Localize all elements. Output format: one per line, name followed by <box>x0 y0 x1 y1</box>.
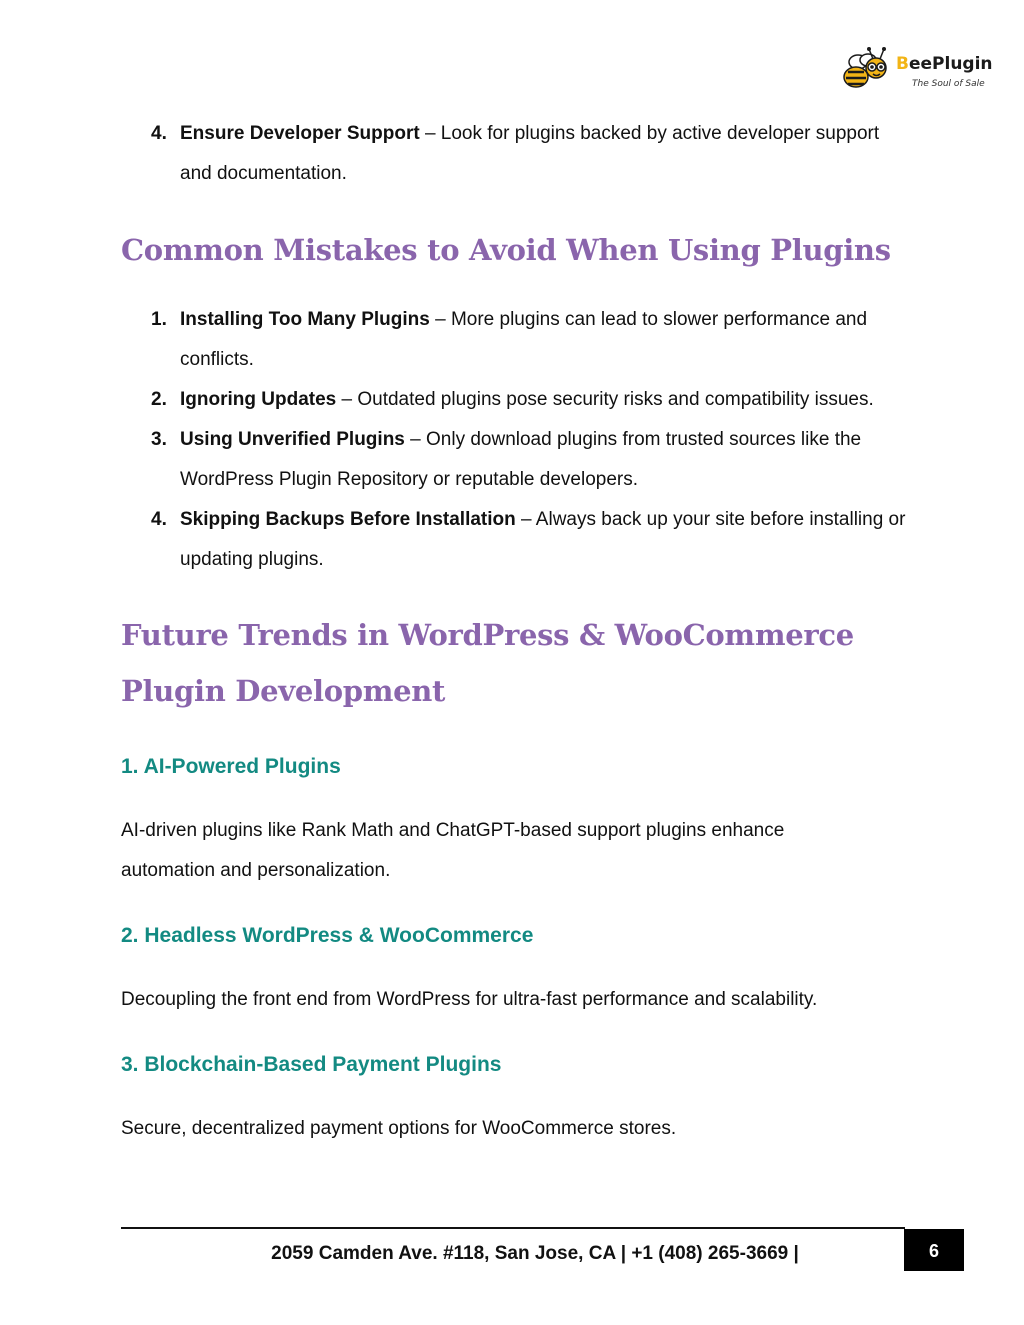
list-item <box>121 114 911 194</box>
list-item <box>121 420 911 500</box>
paragraph-headless: Decoupling the front end from WordPress for ultra-fast performance and scalability. <box>121 989 818 1010</box>
footer-address: 2059 Camden Ave. #118, San Jose, CA | +1 (408) 265-3669 | <box>271 1243 799 1264</box>
brand-logo <box>838 44 998 94</box>
list-description: – Always back up your site before installing or updating plugins. <box>180 509 906 570</box>
list-description: – Look for plugins backed by active developer support and documentation. <box>180 123 880 184</box>
list-number: 3. <box>151 429 167 450</box>
section-heading-future-trends: Future Trends in WordPress & WooCommerce Plugin Development <box>121 618 854 708</box>
list-item <box>121 500 911 580</box>
paragraph-blockchain: Secure, decentralized payment options for WooCommerce stores. <box>121 1118 677 1139</box>
list-number: 4. <box>151 509 167 530</box>
list-term: Ignoring Updates <box>180 389 337 410</box>
mistakes-list <box>121 300 911 580</box>
subheading-blockchain: 3. Blockchain-Based Payment Plugins <box>121 1053 502 1076</box>
page-number: 6 <box>904 1229 964 1271</box>
paragraph-ai-plugins: AI-driven plugins like Rank Math and ChatGPT-based support plugins enhance automation and personalization. <box>121 820 785 881</box>
subheading-headless: 2. Headless WordPress & WooCommerce <box>121 924 534 947</box>
list-description: – More plugins can lead to slower performance and conflicts. <box>180 309 868 370</box>
continued-list <box>121 114 911 194</box>
list-number: 1. <box>151 309 167 330</box>
section-heading-mistakes: Common Mistakes to Avoid When Using Plugins <box>121 233 891 267</box>
subheading-ai-plugins: 1. AI-Powered Plugins <box>121 755 341 778</box>
list-item <box>121 300 911 380</box>
brand-name: BeePlugin <box>896 54 993 74</box>
list-term: Skipping Backups Before Installation <box>180 509 516 530</box>
footer-divider <box>121 1227 905 1229</box>
list-description: – Only download plugins from trusted sources like the WordPress Plugin Repository or reputable developers. <box>180 429 862 490</box>
list-description: – Outdated plugins pose security risks and compatibility issues. <box>336 389 874 410</box>
list-term: Using Unverified Plugins <box>180 429 405 450</box>
list-item <box>121 380 911 420</box>
list-term: Installing Too Many Plugins <box>180 309 430 330</box>
list-number: 2. <box>151 389 167 410</box>
list-term: Ensure Developer Support <box>180 123 420 144</box>
brand-tagline: The Soul of Sale <box>912 79 985 89</box>
list-number: 4. <box>151 123 167 144</box>
bee-icon <box>838 44 898 94</box>
